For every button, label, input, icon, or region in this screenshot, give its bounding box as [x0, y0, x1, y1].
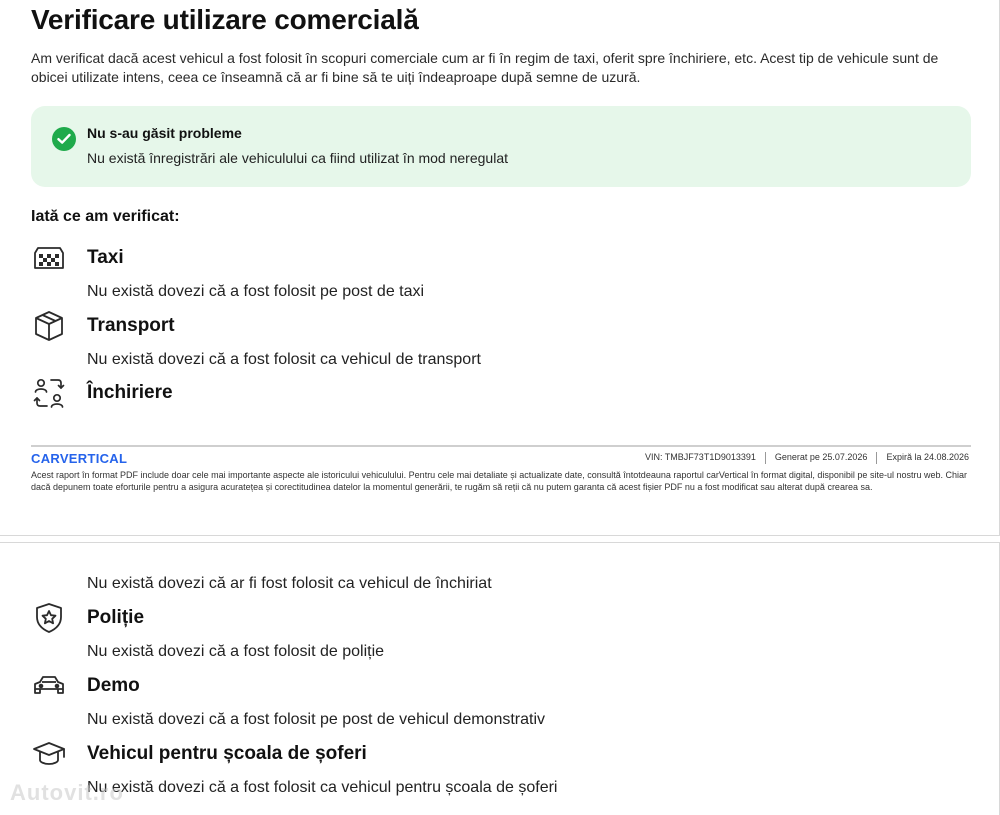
item-desc-politie: Nu există dovezi că a fost folosit de poliție: [87, 643, 385, 660]
section-intro: Am verificat dacă acest vehicul a fost folosit în scopuri comerciale cum ar fi în regim de taxi, oferit spre închiriere, etc. Acest tip de vehicule sunt de obicei utilizate intens, ceea ce înseamnă că ar fi bine să te uiți îndeaproape după semne de uzură.: [31, 50, 939, 85]
report-meta: [645, 452, 969, 464]
report-page-2: [0, 542, 1000, 815]
carvertical-logo: CARVERTICAL: [31, 451, 128, 466]
item-title-taxi: Taxi: [87, 247, 124, 268]
item-title-inchiriere: Închiriere: [87, 382, 173, 403]
check-circle-icon: [52, 127, 76, 151]
rental-swap-icon: [32, 376, 66, 410]
checked-heading: Iată ce am verificat:: [31, 208, 180, 225]
footer-divider: [31, 445, 971, 447]
status-banner: [31, 106, 971, 187]
taxi-icon: [32, 241, 66, 275]
box-icon: [32, 309, 66, 343]
meta-separator: [765, 452, 766, 464]
meta-separator: [876, 452, 877, 464]
item-desc-taxi: Nu există dovezi că a fost folosit pe post de taxi: [87, 283, 425, 300]
item-title-politie: Poliție: [87, 607, 145, 628]
item-title-transport: Transport: [87, 315, 175, 336]
footer-disclaimer: Acest raport în format PDF include doar cele mai importante aspecte ale istoricului vehiculului. Pentru cele mai detaliate și actualizate date, consultă întotdeauna raportul carVertical în format digital, disponibil pe site-ul nostru web. Chiar dacă depunem toate eforturile pentru a asigura acuratețea și corectitudinea datelor la momentul generării, te rugăm să reții că nu putem garanta că acest fișier PDF nu a fost modificat sau alterat după crearea sa.: [31, 470, 967, 492]
car-icon: [32, 669, 66, 703]
item-desc-transport: Nu există dovezi că a fost folosit ca vehicul de transport: [87, 351, 481, 368]
status-text: Nu există înregistrări ale vehiculului ca fiind utilizat în mod neregulat: [87, 150, 508, 166]
item-title-scoala: Vehicul pentru școala de șoferi: [87, 743, 367, 764]
expiry-date: Expiră la 24.08.2026: [886, 452, 969, 462]
section-title: Verificare utilizare comercială: [31, 4, 419, 35]
item-desc-scoala: Nu există dovezi că a fost folosit ca vehicul pentru școala de șoferi: [87, 779, 558, 796]
item-desc-inchiriere: Nu există dovezi că ar fi fost folosit ca vehicul de închiriat: [87, 575, 492, 592]
item-desc-demo: Nu există dovezi că a fost folosit pe post de vehicul demonstrativ: [87, 711, 546, 728]
status-title: Nu s-au găsit probleme: [87, 125, 242, 141]
autovit-watermark: Autovit.ro: [10, 780, 124, 805]
vin-text: VIN: TMBJF73T1D9013391: [644, 452, 756, 462]
generated-date: Generat pe 25.07.2026: [774, 452, 868, 462]
item-title-demo: Demo: [87, 675, 140, 696]
graduation-cap-icon: [32, 737, 66, 771]
police-badge-icon: [32, 601, 66, 635]
